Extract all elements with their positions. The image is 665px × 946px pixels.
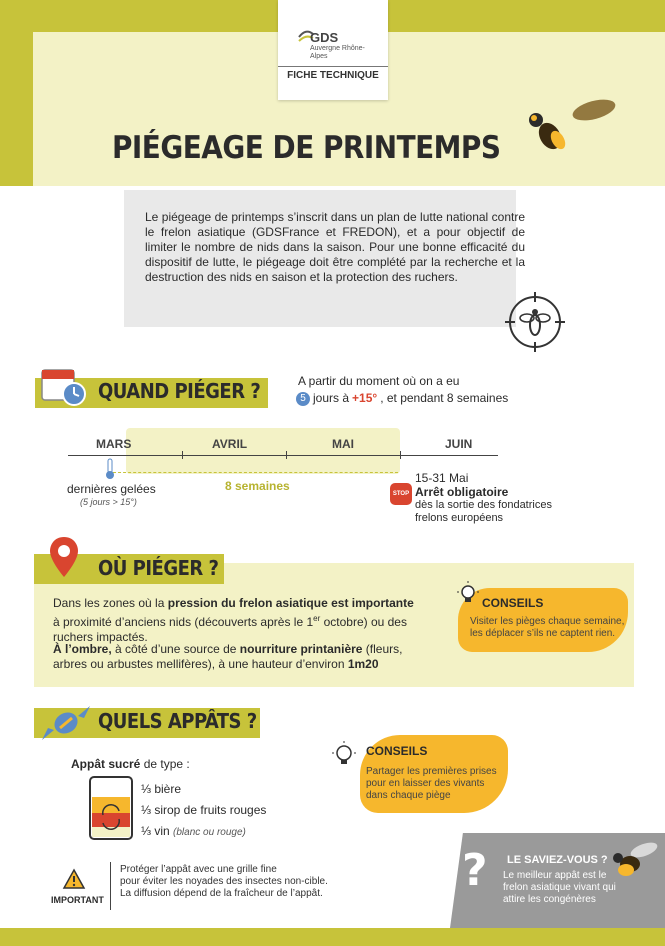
appats-conseils-text: Partager les premières prises pour en laisser des vivants dans chaque piège [366,766,497,801]
bait-biere: ⅓ bière [141,782,182,796]
candy-icon [40,700,92,746]
month-mars: MARS [96,437,132,451]
quand-line1: A partir du moment où on a eu [298,374,460,388]
ou-p1-sup: er [313,614,321,623]
ou-title: OÙ PIÉGER ? [98,556,219,580]
weeks-label: 8 semaines [225,479,290,493]
bait-vin-line [141,824,246,839]
ou-p2-d: (fleurs, arbres ou arbustes mellifères), à une hauteur d’environ [53,642,403,671]
important-line-2: pour éviter les noyades des insectes non-cible. [120,876,328,887]
quand-title: QUAND PIÉGER ? [98,379,261,403]
quand-line2 [296,391,508,406]
hornet-icon [528,88,618,158]
timeline-tick [400,451,401,459]
ou-conseils-title: CONSEILS [482,596,544,610]
lightbulb-icon [330,740,358,770]
important-label: IMPORTANT [51,895,104,905]
bait-sirop: ⅓ sirop de fruits rouges [141,803,267,817]
timeline-tick [182,451,183,459]
ou-p2-e: 1m20 [347,657,379,671]
stop-title: Arrêt obligatoire [415,485,509,499]
bait-glass-icon [88,775,134,841]
stop-desc-1: dès la sortie des fondatrices [415,499,552,511]
important-line-3: La diffusion dépend de la fraîcheur de l’appât. [120,888,323,899]
important-divider [110,862,111,910]
fiche-badge: FICHE TECHNIQUE [278,66,388,81]
important-line-1: Protéger l’appât avec une grille fine [120,864,277,875]
vin-note: (blanc ou rouge) [173,827,246,838]
ou-p1-b: pression du frelon asiatique est importante [167,596,414,610]
important-text [120,864,328,900]
stop-sign-icon: STOP [390,483,412,505]
ou-p2-c: nourriture printanière [239,642,363,656]
thermometer-icon [104,458,116,480]
sucre-type: de type : [140,757,190,771]
duration-label: , et pendant 8 semaines [380,391,509,405]
hornet-small-icon [608,836,660,882]
ou-p1-a: Dans les zones où la [53,596,168,610]
saviez-text: Le meilleur appât est le frelon asiatique vivant qui attire les congénères [503,870,616,905]
sucre-line [71,757,190,772]
bait-vin: ⅓ vin [141,824,170,838]
footer-band [0,928,665,946]
saviez-title: LE SAVIEZ-VOUS ? [507,854,608,866]
lightbulb-icon [455,580,481,606]
logo-region: Auvergne Rhône-Alpes [310,45,365,60]
ou-p2-b: à côté d’une source de [111,642,240,656]
sucre-label: Appât sucré [71,757,141,771]
ou-p2-a: À l’ombre, [53,642,112,656]
timeline-tick [286,451,287,459]
intro-text: Le piégeage de printemps s’inscrit dans un plan de lutte national contre le frelon asiatique (GDSFrance et FREDON), et a pour objectif de limiter le nombre de nids dans la saison. Pour une bonne efficacité du dispositif de lutte, le piégeage doit être complété par la recherche et la destruction des nids en saison et la protection des ruchers. [145,210,525,284]
calendar-clock-icon [40,366,88,408]
target-bee-icon [505,292,565,352]
days-badge: 5 [296,392,310,406]
ou-paragraph-1 [53,596,448,645]
page-title: PIÉGEAGE DE PRINTEMPS [112,130,501,166]
location-pin-icon [48,535,80,579]
days-label: jours à [313,391,350,405]
month-mai: MAI [332,437,354,451]
saviez-question-mark: ? [462,845,488,896]
appats-title: QUELS APPÂTS ? [98,709,257,733]
temp-value: +15° [352,391,378,405]
timeline-axis [68,455,498,456]
ou-p1-c: à proximité d’anciens nids (découverts après le 1 [53,615,314,629]
ou-p1-d: octobre) ou des ruchers impactés. [53,615,407,644]
gelees-label: dernières gelées [67,482,156,496]
warning-icon [62,868,86,890]
month-juin: JUIN [445,437,473,451]
appats-conseils-title: CONSEILS [366,744,428,758]
gelees-note: (5 jours > 15°) [80,497,137,507]
ou-paragraph-2 [53,642,433,672]
month-avril: AVRIL [212,437,248,451]
logo-card [278,0,388,100]
timeline-highlight [126,428,400,474]
stop-desc-2: frelons européens [415,512,504,524]
ou-conseils-text: Visiter les pièges chaque semaine, les déplacer s’ils ne captent rien. [470,616,625,639]
weeks-dashes [113,472,398,473]
stop-date: 15-31 Mai [415,471,469,485]
logo-name: GDS [310,30,339,45]
